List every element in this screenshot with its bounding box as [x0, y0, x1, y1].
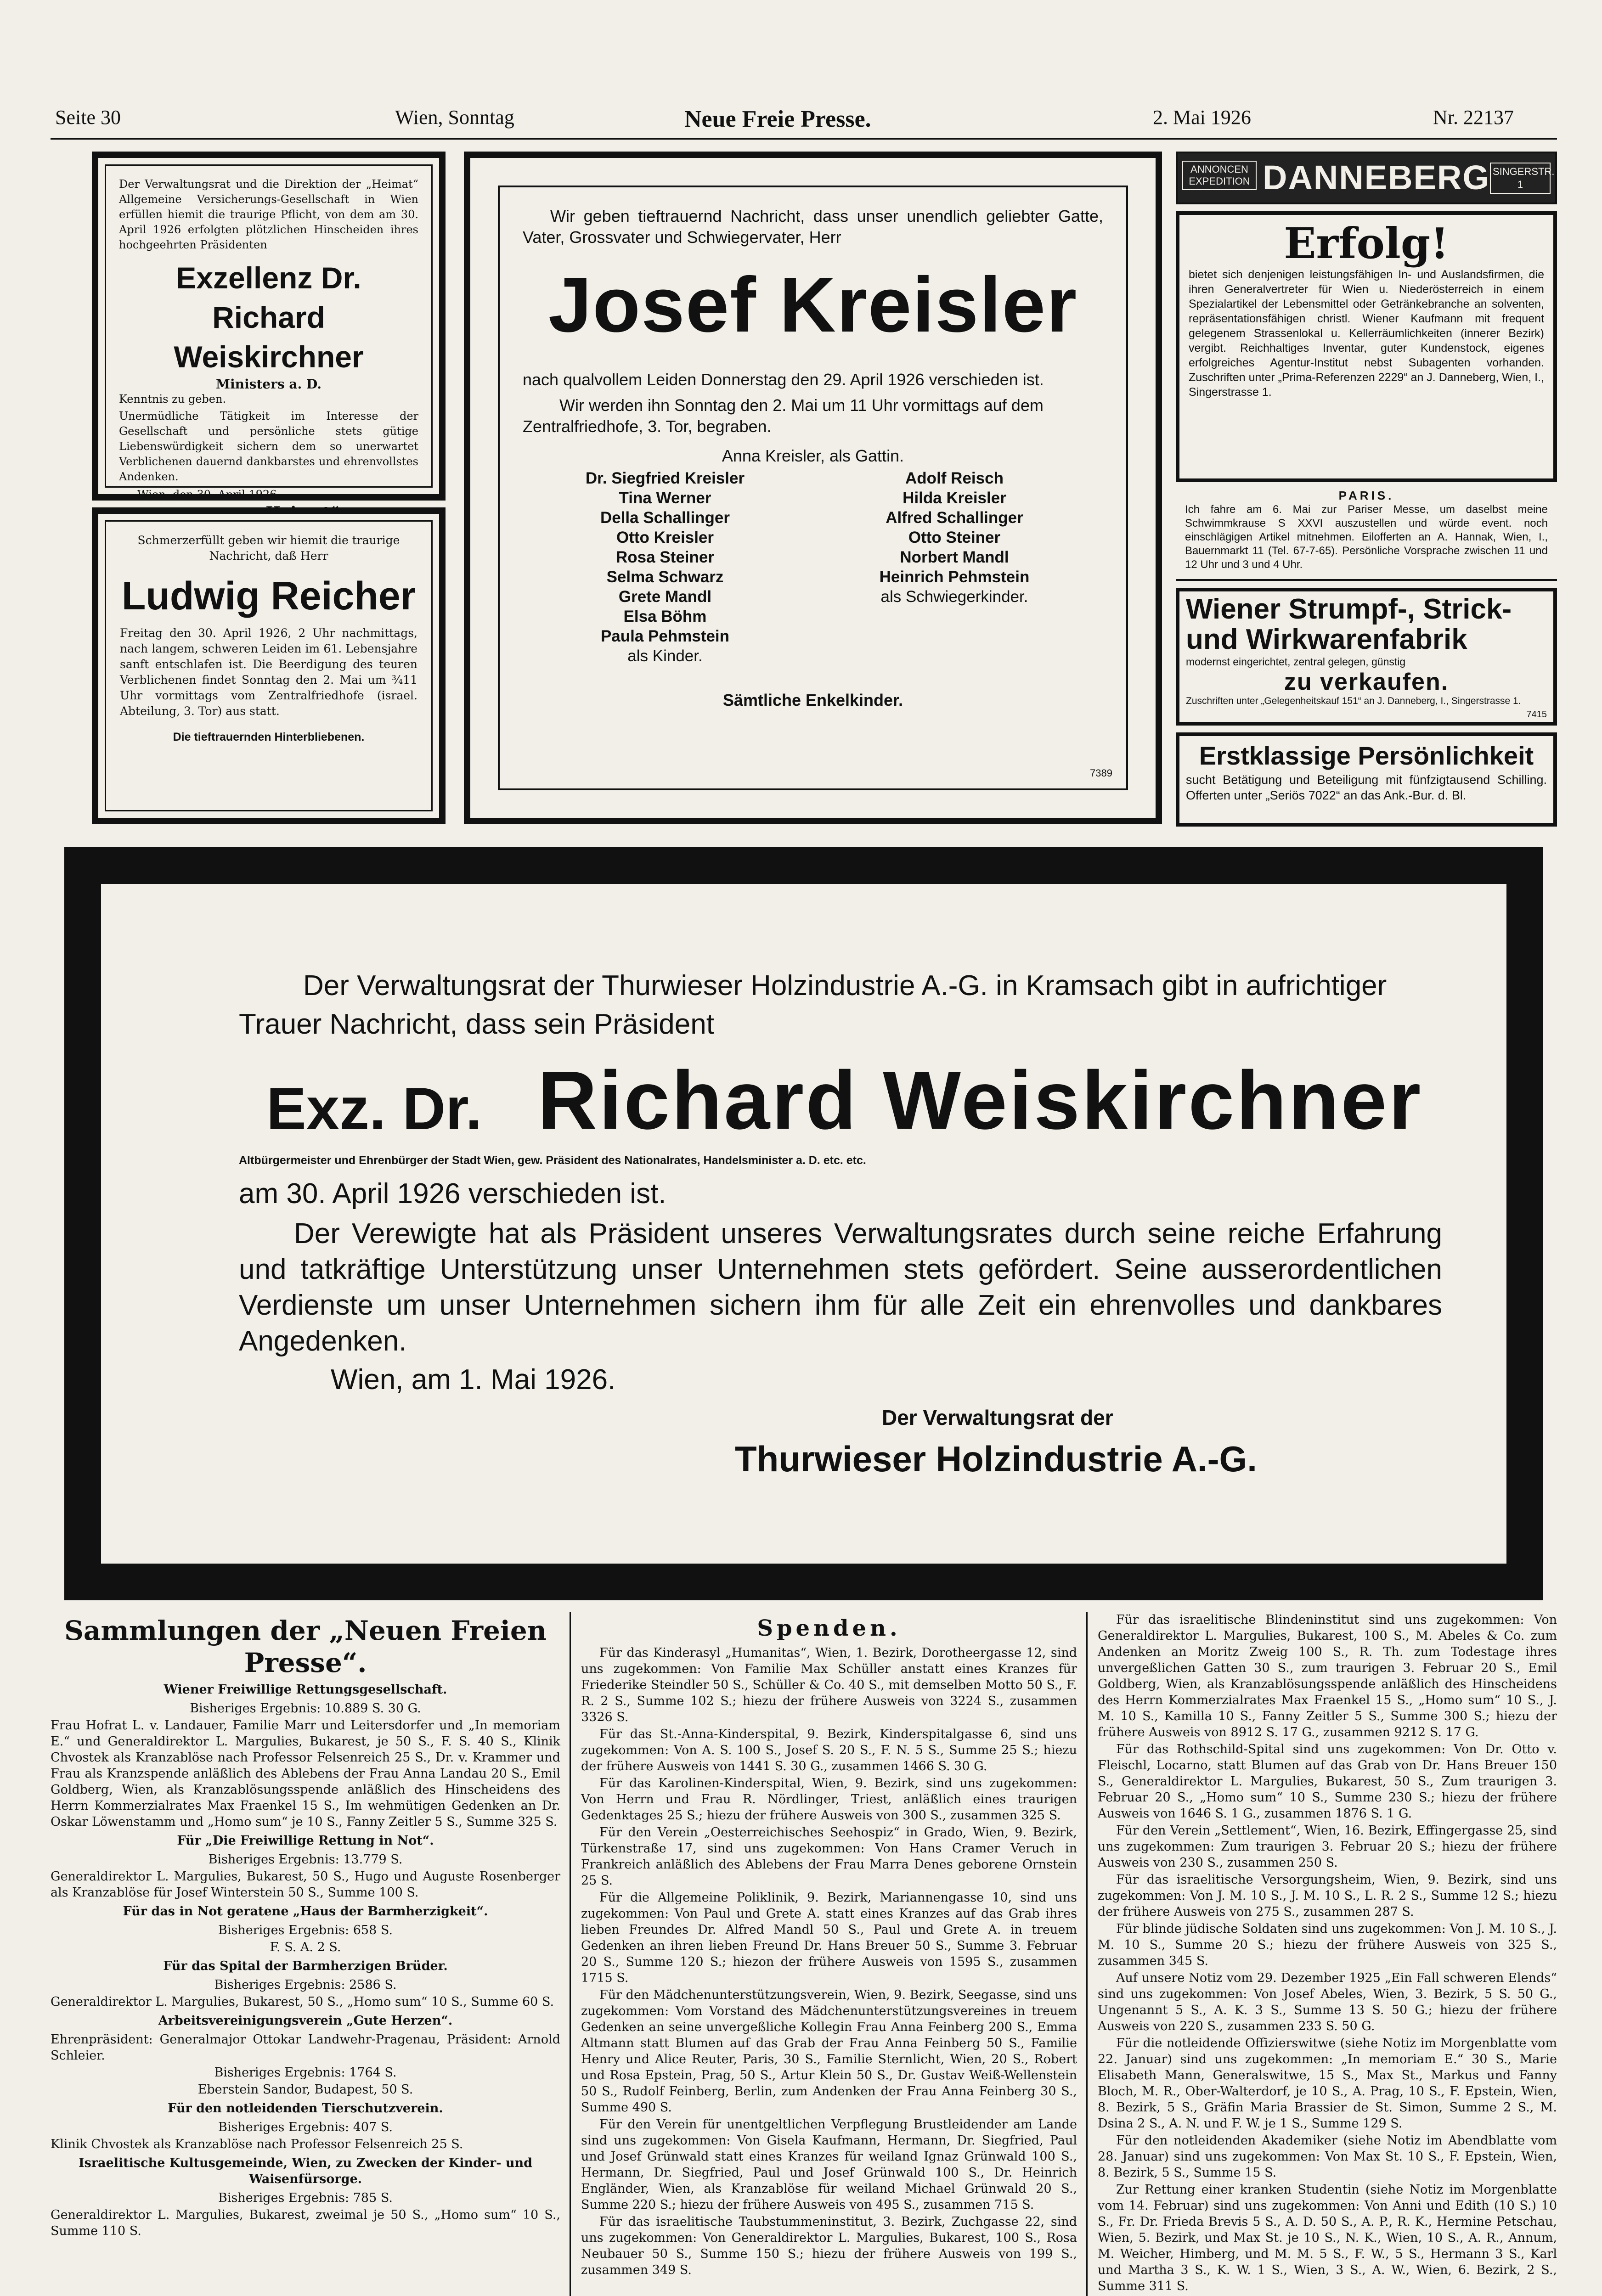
kreisler-text2: Wir werden ihn Sonntag den 2. Mai um 11 Uhr vormittags auf dem Zentralfriedhofe, 3. Tor, begraben.: [523, 396, 1044, 436]
strumpf-code: 7415: [1526, 709, 1547, 720]
section-heading: Für „Die Freiwillige Rettung in Not“.: [177, 1834, 434, 1848]
column-spenden: [581, 1612, 1077, 2279]
kreisler-wife: Anna Kreisler, als Gattin.: [722, 446, 904, 465]
donation-text: Generaldirektor L. Margulies, Bukarest, 50 S., „Homo sum“ 10 S., Summe 60 S.: [51, 1995, 554, 2009]
heimat-body: Unermüdliche Tätigkeit im Interesse der Gesellschaft und persönliche stets gütige Liebenswürdigkeit sichern dem so unerwartet Verblichenen dauernd dankbarstes und ehrenvollstes Andenken.: [119, 410, 418, 483]
child-name: Otto Kreisler: [616, 529, 714, 546]
in-law-name: Otto Steiner: [908, 529, 1001, 546]
issue-date: 2. Mai 1926: [1153, 106, 1251, 129]
weiskirchner-intro: Der Verwaltungsrat der Thurwieser Holzindustrie A.-G. in Kramsach gibt in aufrichtiger Trauer Nachricht, dass sein Präsident: [239, 970, 1387, 1040]
sammlungen-title: Sammlungen der „Neuen Freien Presse“.: [64, 1615, 547, 1678]
in-laws-role: als Schwiegerkinder.: [880, 588, 1028, 606]
donation-text: Für den Verein „Settlement“, Wien, 16. Bezirk, Effingergasse 25, sind uns zugekommen: Zum traurigen 3. Februar 20 S.; hiezu der frühere Ausweis von 230 S., zusammen 250 S.: [1098, 1823, 1557, 1870]
donation-text: Eberstein Sandor, Budapest, 50 S.: [197, 2082, 413, 2097]
result-line: Bisheriges Ergebnis: 1764 S.: [214, 2065, 397, 2080]
donation-text: Für das Rothschild-Spital sind uns zugekommen: Von Dr. Otto v. Fleischl, Locarno, statt Blumen auf das Grab von Dr. Hans Breuer 150 S., Generaldirektor L. Margulies, Bukarest, 50 S., Zum traurigen 3. Februar 20 S., „Homo sum“ 10 S., Summe 230 S.; hiezu der frühere Ausweis von 1646 S. 1 G., zusammen 1876 S. 1 G.: [1098, 1742, 1557, 1821]
weiskirchner-subtitle: Altbürgermeister und Ehrenbürger der Stadt Wien, gew. Präsident des Nationalrates, Handelsminister a. D. etc. etc.: [239, 1154, 866, 1167]
kreisler-text1: nach qualvollem Leiden Donnerstag den 29. April 1926 verschieden ist.: [523, 370, 1044, 389]
danneberg-name: DANNEBERG: [1263, 158, 1490, 197]
child-name: Dr. Siegfried Kreisler: [585, 469, 745, 487]
donation-text: Ehrenpräsident: Generalmajor Ottokar Landwehr-Pragenau, Präsident: Arnold Schleier.: [51, 2032, 560, 2063]
in-law-name: Adolf Reisch: [905, 469, 1004, 487]
donation-text: F. S. A. 2 S.: [270, 1940, 341, 1954]
donation-text: Für den Verein für unentgeltlichen Verpflegung Brustleidender am Lande sind uns zugekommen: Von Gisela Kaufmann, Hermann, Dr. Siegfried, Paul und Josef Grünwald statt eines Kranzes für weiland Ignaz Grünwald 100 S., Hermann, Dr. Siegfried, Paul und Josef Grünwald 100 S., Dr. Heinrich Engländer, Wien, als Kranzablöse für weiland Michael Grünwald 20 S., Summe 220 S.; hiezu der frühere Ausweis von 495 S., zusammen 715 S.: [581, 2117, 1077, 2212]
strumpf-line1: Wiener Strumpf-, Strick-: [1186, 593, 1512, 625]
donation-text: Frau Hofrat L. v. Landauer, Familie Marr und Leitersdorfer und „In memoriam E.“ und Generaldirektor L. Margulies, Bukarest, je 50 S., F. S. 40 S., Klinik Chvostek als Kranzablöse nach Professor Felsenreich 25 S., Dr. v. Krammer und Frau als Kranzspende anläßlich des Ablebens der Frau Anna Landau 20 S., Emil Goldberg, Wien, als Kranzablösungsspende anläßlich des Hinscheidens des Herrn Kommerzialrates Max Fraenkel 15 S., Im wehmütigen Gedenken an Dr. Oskar Löwenstamm und „Homo sum“ je 10 S., Fanny Zeitler 5 S., Summe 325 S.: [51, 1718, 560, 1829]
column-sammlungen: [51, 1612, 560, 2240]
result-line: Bisheriges Ergebnis: 10.889 S. 30 G.: [190, 1701, 421, 1716]
kreisler-children: [536, 468, 794, 666]
reicher-intro: Schmerzerfüllt geben wir hiemit die traurige Nachricht, daß Herr: [137, 534, 400, 563]
section-heading: Israelitische Kultusgemeinde, Wien, zu Zwecken der Kinder- und Waisenfürsorge.: [78, 2156, 533, 2186]
weiskirchner-prefix: Exz. Dr.: [266, 1075, 482, 1142]
donation-text: Klinik Chvostek als Kranzablöse nach Professor Felsenreich 25 S.: [51, 2137, 463, 2151]
column-divider: [570, 1612, 571, 2296]
heimat-name: Exzellenz Dr. Richard Weiskirchner: [174, 261, 364, 374]
erfolg-ad: [1176, 211, 1557, 482]
personality-title: Erstklassige Persönlichkeit: [1199, 741, 1534, 770]
kreisler-family: [523, 466, 1103, 704]
strumpf-sale: zu verkaufen.: [1284, 669, 1449, 695]
child-name: Selma Schwarz: [606, 568, 724, 586]
children-role: als Kinder.: [627, 647, 703, 665]
section-heading: Arbeitsvereinigungsverein „Gute Herzen“.: [158, 2014, 453, 2028]
kreisler-intro: Wir geben tieftrauernd Nachricht, dass unser unendlich geliebter Gatte, Vater, Grossvater und Schwiegervater, Herr: [523, 207, 1103, 247]
heimat-note: Kenntnis zu geben.: [119, 393, 226, 405]
column-divider: [1086, 1612, 1088, 2296]
child-name: Tina Werner: [619, 489, 711, 507]
danneberg-banner: [1176, 152, 1557, 204]
strumpf-ad: [1176, 588, 1557, 726]
weiskirchner-name: Richard Weiskirchner: [537, 1054, 1423, 1147]
donation-text: Für das Kinderasyl „Humanitas“, Wien, 1. Bezirk, Dorotheergasse 12, sind uns zugekommen: Von Familie Max Schüller anstatt eines Kranzes für Friederike Steindler 50 S., Schüller & Co. 40 S., mit demselben Motto 50 S., F. R. 2 S., Summe 102 S.; hiezu der frühere Ausweis von 3224 S., zusammen 3326 S.: [581, 1646, 1077, 1724]
spenden-title: Spenden.: [757, 1615, 901, 1641]
result-line: Bisheriges Ergebnis: 407 S.: [218, 2120, 393, 2134]
reicher-name: Ludwig Reicher: [121, 574, 416, 618]
weiskirchner-sign2: Thurwieser Holzindustrie A.-G.: [735, 1439, 1257, 1479]
column-third: [1098, 1612, 1557, 2296]
section-heading: Für das in Not geratene „Haus der Barmherzigkeit“.: [123, 1904, 488, 1919]
child-name: Della Schallinger: [600, 509, 730, 527]
paris-title: PARIS.: [1338, 489, 1394, 502]
personality-text: sucht Betätigung und Beteiligung mit fünfzigtausend Schilling. Offerten unter „Seriös 7022“ an das Ank.-Bur. d. Bl.: [1186, 773, 1547, 802]
section-heading: Für den notleidenden Tierschutzverein.: [168, 2101, 443, 2116]
donation-text: Für die notleidende Offizierswitwe (siehe Notiz im Morgenblatte vom 22. Januar) sind uns zugekommen: „In memoriam E.“ 30 S., Marie Elisabeth Mann, Generalswitwe, 15 S., Max St., Markus und Fanny Bloch, M. R., Ober-Walterdorf, je 10 S., A. Prag, 10 S., F. Epstein, Wien, 8. Bezirk, 5 S., Gräfin Maria Brassier de St. Simon, Summe 2 S., M. Dsina 2 S., A. N. und F. W. je 1 S., Summe 129 S.: [1098, 2036, 1557, 2131]
weiskirchner-body: Der Verewigte hat als Präsident unseres Verwaltungsrates durch seine reiche Erfahrung und tatkräftige Unterstützung unser Unternehmen stets gefördert. Seine ausserordentlichen Verdienste um unser Unternehmen sichern ihm für alle Zeit ein ehrenvolles und dankbares Angedenken.: [239, 1218, 1442, 1357]
erfolg-title: Erfolg!: [1284, 219, 1449, 268]
kreisler-name: Josef Kreisler: [548, 261, 1078, 349]
page-number: Seite 30: [55, 106, 121, 129]
in-law-name: Norbert Mandl: [900, 548, 1009, 566]
result-line: Bisheriges Ergebnis: 658 S.: [218, 1923, 393, 1937]
masthead: Neue Freie Presse.: [684, 106, 871, 132]
heimat-notice: [92, 152, 446, 501]
in-law-name: Alfred Schallinger: [886, 509, 1023, 527]
personality-ad: [1176, 732, 1557, 827]
weiskirchner-notice: [64, 847, 1543, 1600]
reicher-sign: Die tieftrauernden Hinterbliebenen.: [173, 731, 365, 743]
result-line: Bisheriges Ergebnis: 13.779 S.: [208, 1852, 403, 1867]
heimat-intro: Der Verwaltungsrat und die Direktion der „Heimat“ Allgemeine Versicherungs-Gesellschaft in Wien erfüllen hiemit die traurige Pflicht, von dem am 30. April 1926 erfolgten plötzlichen Hinscheiden ihres hochgeehrten Präsidenten: [119, 178, 418, 251]
child-name: Grete Mandl: [618, 588, 712, 606]
donation-text: Für das St.-Anna-Kinderspital, 9. Bezirk, Kinderspitalgasse 6, sind uns zugekommen: Von A. S. 100 S., Josef S. 20 S., F. N. 5 S., Summe 25 S.; hiezu der frühere Ausweis von 1441 S. 30 G., zusammen 1466 S. 30 G.: [581, 1727, 1077, 1773]
in-law-name: Heinrich Pehmstein: [879, 568, 1030, 586]
heimat-place: Wien, den 30. April 1926.: [137, 488, 281, 501]
danneberg-right: SINGERSTR. 1: [1490, 163, 1551, 194]
donation-text: Für das israelitische Taubstummeninstitut, 3. Bezirk, Zuchgasse 22, sind uns zugekommen: Von Generaldirektor L. Margulies, Bukarest, 100 S., Rosa Neubauer 50 S., Summe 150 S.; hiezu der frühere Ausweis von 199 S., zusammen 349 S.: [581, 2215, 1077, 2277]
paris-text: Ich fahre am 6. Mai zur Pariser Messe, um daselbst meine Schwimmkrause S XXVI auszustellen und würde event. noch einschlägigen Artikel mitnehmen. Eilofferten an A. Hannak, Wien, I., Bauernmarkt 11 (Tel. 67-7-65). Persönliche Vorsprache zwischen 11 und 12 Uhr und 3 und 4 Uhr.: [1185, 503, 1548, 571]
kreisler-in-laws: [826, 468, 1083, 607]
kreisler-notice: [464, 152, 1162, 824]
weiskirchner-date: am 30. April 1926 verschieden ist.: [239, 1178, 666, 1210]
kreisler-grandchildren: Sämtliche Enkelkinder.: [722, 691, 903, 709]
issue-number: Nr. 22137: [1433, 106, 1514, 129]
donation-text: Für den Verein „Oesterreichisches Seehospiz“ in Grado, Wien, 9. Bezirk, Türkenstraße 17, sind uns zugekommen: Von Hans Cramer Veruch in Frankreich anläßlich des Ablebens der Frau Marra Denes geborene Ornstein 25 S.: [581, 1825, 1077, 1888]
donation-text: Generaldirektor L. Margulies, Bukarest, 50 S., Hugo und Auguste Rosenberger als Kranzablöse für Josef Winterstein 50 S., Summe 100 S.: [51, 1869, 560, 1900]
reicher-notice: [92, 507, 446, 824]
ads-column: [1176, 152, 1557, 827]
donation-text: Für den Mädchenunterstützungsverein, Wien, 9. Bezirk, Seegasse, sind uns zugekommen: Vom Vorstand des Mädchenunterstützungsvereines in treuem Gedenken an seine unvergeßliche Kollegin Frau Anna Feinberg 200 S., Emma Altmann statt Blumen auf das Grab der Frau Anna Feinberg 50 S., Familie Henry und Alice Reuter, Paris, 30 S., Familie Sternlicht, Wien, 20 S., Robert und Rosa Epstein, Prag, 50 S., Artur Klein 50 S., Dr. Gustav Weiß-Wellenstein 50 S., Rudolf Feinberg, Berlin, zum Andenken der Frau Anna Feinberg 30 S., Summe 490 S.: [581, 1988, 1077, 2115]
weiskirchner-sign1: Der Verwaltungsrat der: [882, 1406, 1113, 1429]
in-law-name: Hilda Kreisler: [903, 489, 1006, 507]
paris-ad: [1176, 487, 1557, 581]
reicher-body: Freitag den 30. April 1926, 2 Uhr nachmittags, nach langem, schweren Leiden im 61. Lebensjahre sanft entschlafen ist. Die Beerdigung des teuren Verblichenen findet Sonntag den 2. Mai um ¾11 Uhr vormittags vom Zentralfriedhofe (israel. Abteilung, 3. Tor) aus statt.: [120, 626, 417, 718]
donation-text: Für die Allgemeine Poliklinik, 9. Bezirk, Mariannengasse 10, sind uns zugekommen: Von Paul und Grete A. statt eines Kranzes auf das Grab ihres lieben Freundes Dr. Alfred Mandl 50 S., Paul und Grete A. in treuem Gedenken an ihren lieben Freund Dr. Hans Breuer 50 S., Summe 3. Februar 20 S., Summe 120 S.; hiezon der frühere Ausweis von 1595 S., zusammen 1715 S.: [581, 1891, 1077, 1985]
section-heading: Wiener Freiwillige Rettungsgesellschaft.: [164, 1683, 447, 1697]
header-rule: [51, 138, 1557, 140]
page-header: [55, 106, 1562, 142]
donation-text: Zur Rettung einer kranken Studentin (siehe Notiz im Morgenblatte vom 14. Februar) sind uns zugekommen: Von Anni und Edith (10 S.) 10 S., Fr. Dr. Frieda Brevis 5 S., A. D. 50 S., A. P., R. K., Hermine Petschau, Wien, 5. Bezirk, und Max St. je 10 S., N. K., Wien, 10 S., A. R., Annum, M. Weicher, Himberg, und M. M. 5 S., F. W., 5 S., Hermann 3 S., Karl und Martha 3 S., K. W. 1 S., Wien, 3 S., A. W., Wien, 6. Bezirk, 2 S., Summe 311 S.: [1098, 2183, 1557, 2293]
donation-text: Für das Karolinen-Kinderspital, Wien, 9. Bezirk, sind uns zugekommen: Von Herrn und Frau R. Nördlinger, Triest, anläßlich eines traurigen Gedenktages 25 S.; hiezu der frühere Ausweis von 300 S., zusammen 325 S.: [581, 1776, 1077, 1823]
donation-text: Auf unsere Notiz vom 29. Dezember 1925 „Ein Fall schweren Elends“ sind uns zugekommen: Von Josef Abeles, Wien, 3. Bezirk, 5 S. 50 G., Ungenannt 5 S., A. K. 3 S., Summe 13 S. 50 G.; hiezu der frühere Ausweis von 220 S., zusammen 233 S. 50 G.: [1098, 1971, 1557, 2033]
issue-day: Wien, Sonntag: [395, 106, 514, 129]
child-name: Rosa Steiner: [616, 548, 714, 566]
danneberg-left: ANNONCEN EXPEDITION: [1182, 161, 1257, 190]
strumpf-address: Zuschriften unter „Gelegenheitskauf 151“ an J. Danneberg, I., Singerstrasse 1.: [1186, 696, 1521, 706]
heimat-title: Ministers a. D.: [215, 377, 322, 392]
weiskirchner-place: Wien, am 1. Mai 1926.: [331, 1364, 616, 1396]
child-name: Paula Pehmstein: [600, 627, 730, 645]
result-line: Bisheriges Ergebnis: 785 S.: [218, 2191, 393, 2205]
donation-text: Für blinde jüdische Soldaten sind uns zugekommen: Von J. M. 10 S., J. M. 10 S., Summe 20 S.; hiezu der frühere Ausweis von 325 S., zusammen 345 S.: [1098, 1922, 1557, 1968]
weiskirchner-heading: [239, 1053, 1442, 1149]
section-heading: Für das Spital der Barmherzigen Brüder.: [163, 1959, 448, 1973]
strumpf-text: modernst eingerichtet, zentral gelegen, günstig: [1186, 656, 1406, 668]
donation-text: Für den notleidenden Akademiker (siehe Notiz im Abendblatte vom 28. Januar) sind uns zugekommen: Von Max St. 10 S., F. Epstein, Wien, 8. Bezirk, 5 S., Summe 15 S.: [1098, 2133, 1557, 2180]
donation-text: Für das israelitische Blindeninstitut sind uns zugekommen: Von Generaldirektor L. Margulies, Bukarest, 100 S., M. Abeles & Co. zum Andenken an Moritz Zweig 100 S., R. Th. zum Todestage ihres unvergeßlichen Gatten 30 S., zum traurigen 3. Februar 20 S., Emil Goldberg, Wien, als Kranzablösungsspende anläßlich des Hinscheidens des Herrn Kommerzialrates Max Fraenkel 15 S., „Homo sum“ 10 S., J. M. 10 S., Kamilla 10 S., Fanny Zeitler 5 S., Summe 300 S.; hiezu der frühere Ausweis von 8912 S. 17 G., zusammen 9212 S. 17 G.: [1098, 1613, 1557, 1739]
result-line: Bisheriges Ergebnis: 2586 S.: [214, 1978, 397, 1992]
erfolg-text: bietet sich denjenigen leistungsfähigen In- und Auslandsfirmen, die ihren Generalvertreter für Wien u. Niederösterreich in einem Spezialartikel der Lebensmittel oder Getränkebranche an solventen, repräsentationsfähigen christl. Wiener Kaufmann mit frequent gelegenem Strassenlokal u. Kellerräumlichkeiten (innerer Bezirk) vergibt. Reichhaltiges Inventar, guter Kundenstock, eigenes erfolgreiches Agentur-Institut nebst Subagenten vorhanden. Zuschriften unter „Prima-Referenzen 2229“ an J. Danneberg, Wien, I., Singerstrasse 1.: [1189, 268, 1544, 399]
donation-text: Generaldirektor L. Margulies, Bukarest, zweimal je 50 S., „Homo sum“ 10 S., Summe 110 S.: [51, 2208, 560, 2238]
strumpf-line2: und Wirkwarenfabrik: [1186, 624, 1467, 655]
kreisler-code: 7389: [1090, 767, 1112, 779]
donation-text: Für das israelitische Versorgungsheim, Wien, 9. Bezirk, sind uns zugekommen: Von J. M. 10 S., J. M. 10 S., L. R. 2 S., Summe 12 S.; hiezu der frühere Ausweis von 275 S., zusammen 287 S.: [1098, 1873, 1557, 1919]
child-name: Elsa Böhm: [623, 608, 707, 625]
